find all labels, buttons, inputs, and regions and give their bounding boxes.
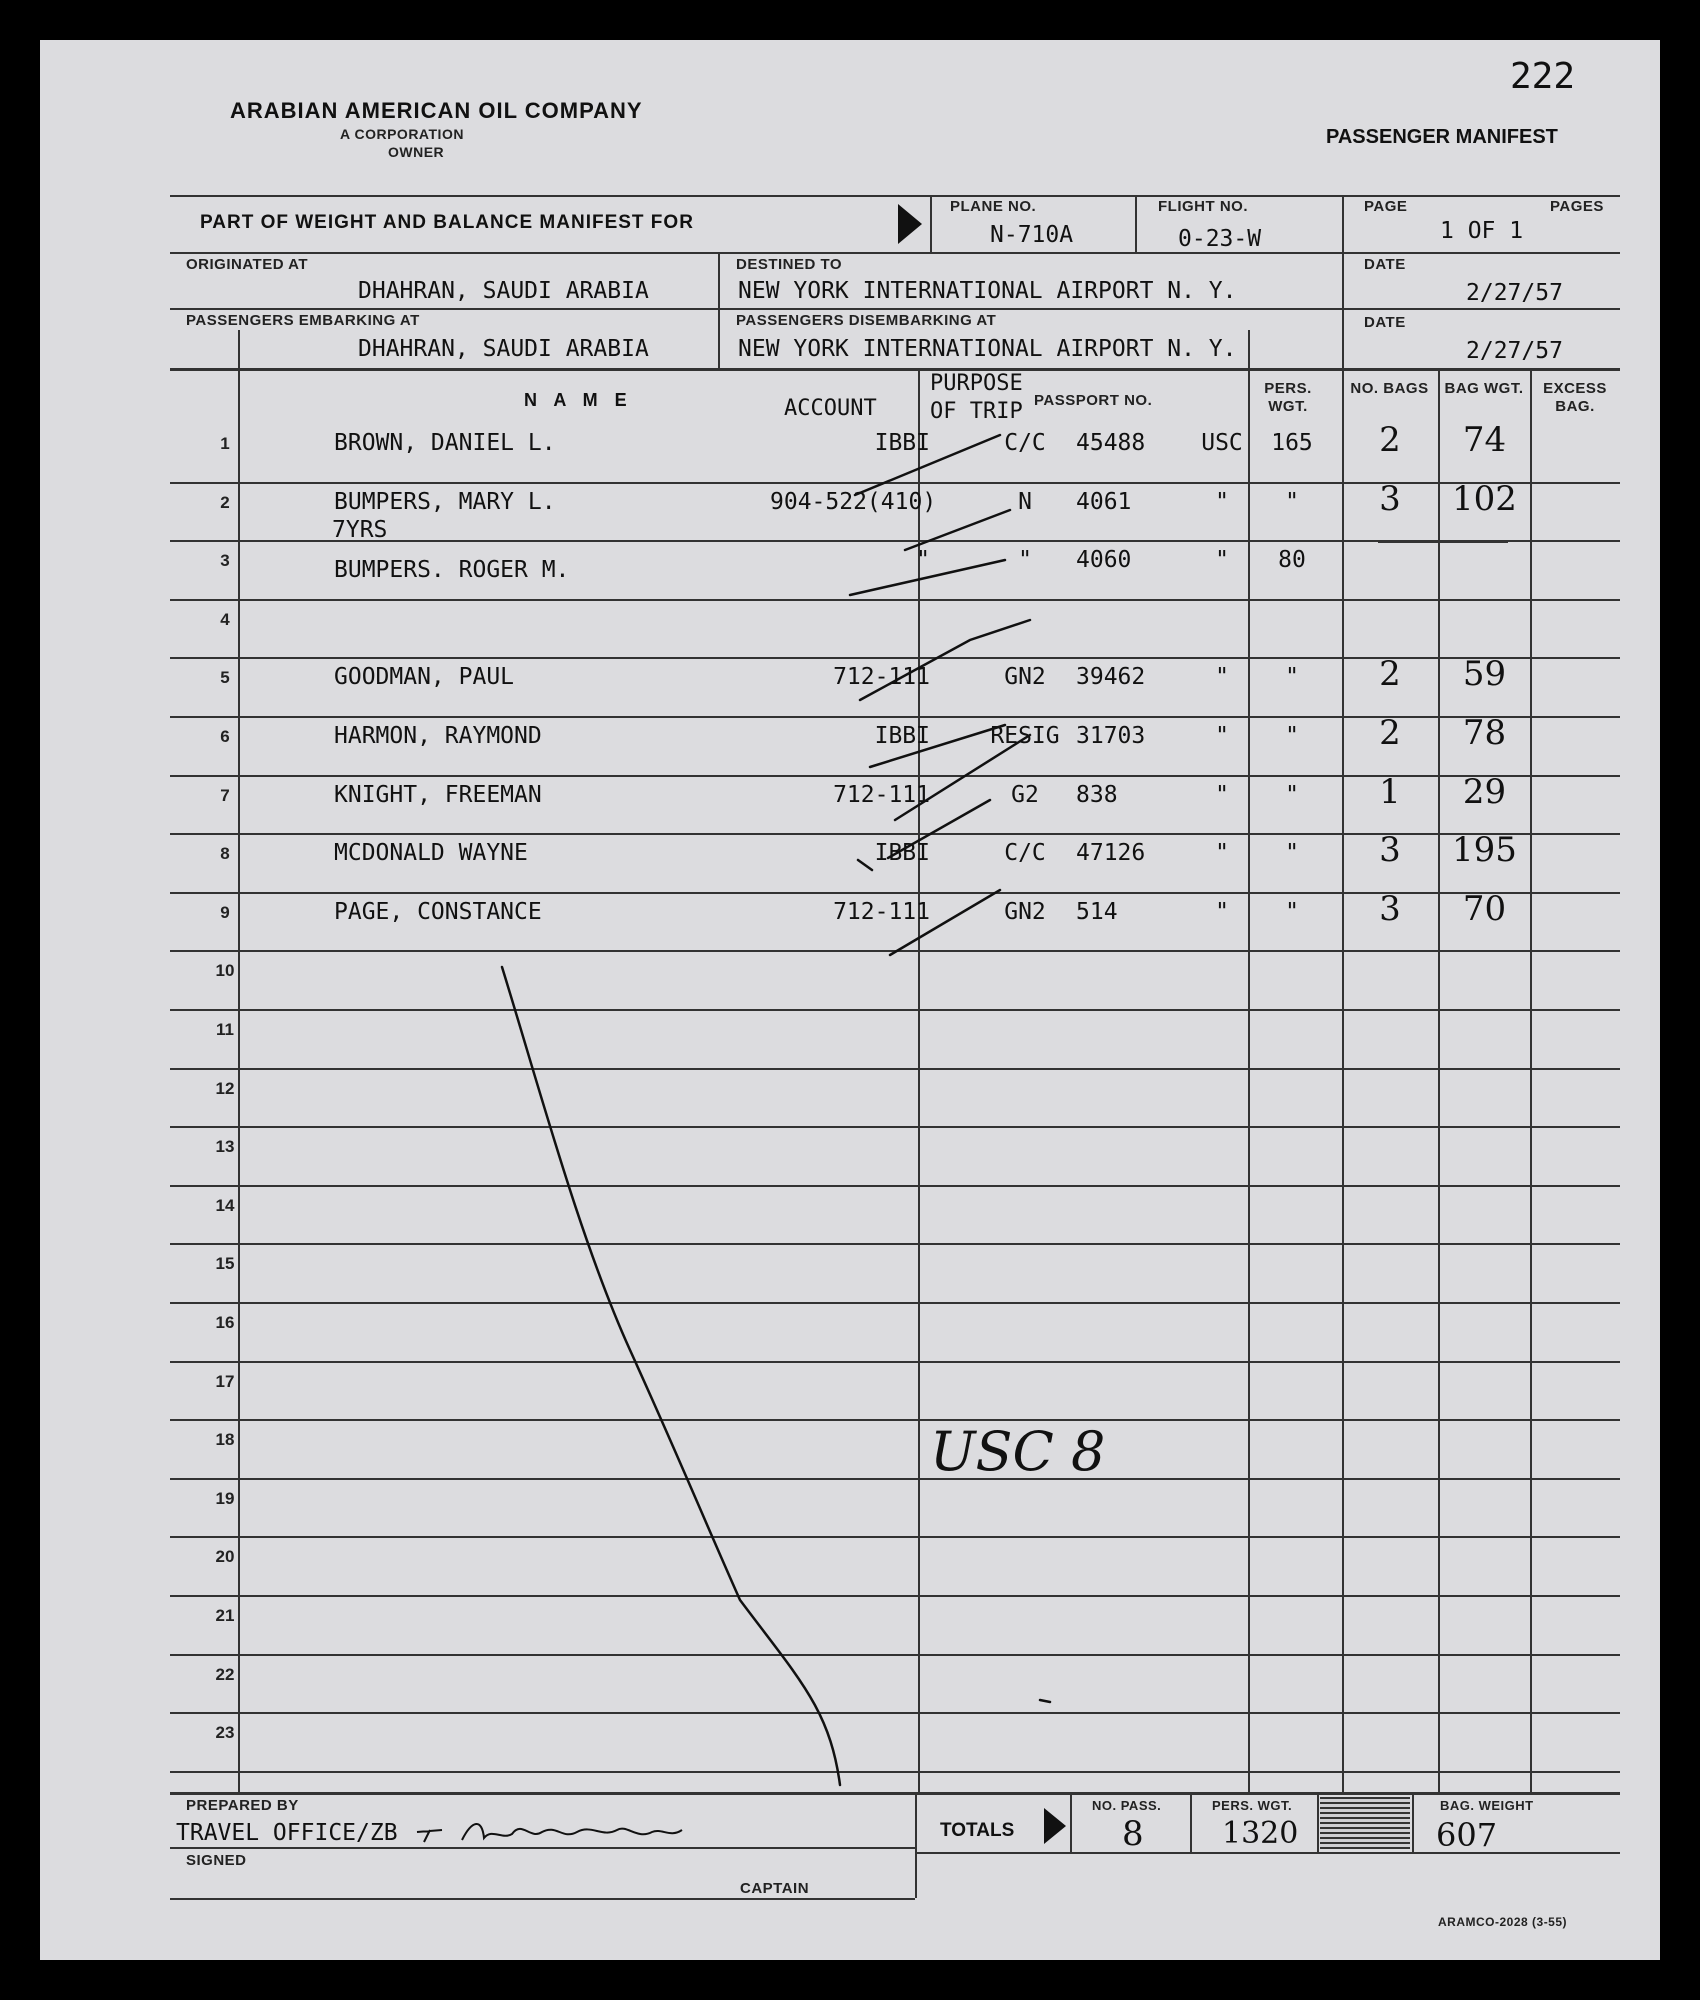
row-number: 23 (215, 1723, 235, 1742)
col-pers-wgt: PERS. WGT. (1264, 380, 1312, 415)
passenger-name: BUMPERS, MARY L. (334, 489, 556, 515)
flight-no: 0-23-W (1178, 226, 1262, 252)
row-number: 4 (220, 610, 230, 629)
pers-wgt: " (1285, 899, 1299, 925)
nationality: " (1215, 489, 1229, 515)
row-number: 15 (215, 1254, 235, 1273)
col-name: N A M E (524, 390, 633, 410)
passenger-name: GOODMAN, PAUL (334, 664, 515, 690)
company-line2: A CORPORATION (340, 126, 464, 142)
row-number: 8 (220, 844, 230, 863)
passenger-account: 712-111 (833, 782, 930, 808)
date-label-1: DATE (1364, 256, 1406, 273)
manifest-sheet (40, 40, 1660, 1960)
embark-label: PASSENGERS EMBARKING AT (186, 312, 420, 329)
handwritten-marks (40, 40, 1660, 1960)
pages-label: PAGES (1550, 198, 1604, 215)
originated-value: DHAHRAN, SAUDI ARABIA (358, 278, 649, 304)
passenger-account: 904-522(410) (770, 489, 937, 515)
no-bags: 3 (1379, 889, 1401, 929)
nationality: " (1215, 840, 1229, 866)
col-excess: EXCESS BAG. (1543, 380, 1607, 415)
passenger-name: PAGE, CONSTANCE (334, 899, 542, 925)
page-of: 1 OF 1 (1440, 218, 1524, 244)
captain-label: CAPTAIN (740, 1880, 810, 1897)
pers-wgt: " (1285, 723, 1299, 749)
passenger-name: BUMPERS. ROGER M. (334, 557, 570, 583)
passport-no: 45488 (1076, 430, 1146, 456)
row-number: 18 (215, 1430, 235, 1449)
row-number: 13 (215, 1137, 235, 1156)
shaded-cell (1320, 1797, 1410, 1849)
passport-no: 4060 (1076, 547, 1132, 573)
row-number: 1 (220, 434, 230, 453)
no-bags: 3 (1379, 830, 1401, 870)
nationality: " (1215, 899, 1229, 925)
plane-no: N-710A (990, 222, 1074, 248)
nationality: " (1215, 723, 1229, 749)
passport-no: 31703 (1076, 723, 1146, 749)
passenger-account: 712-111 (833, 664, 930, 690)
no-pass-value: 8 (1122, 1814, 1144, 1854)
page-label: PAGE (1364, 198, 1408, 215)
bag-wgt: 70 (1462, 889, 1507, 929)
trip-purpose: GN2 (1004, 899, 1046, 925)
col-passport: PASSPORT NO. (1034, 392, 1153, 409)
pers-wgt: " (1285, 489, 1299, 515)
passenger-account: IBBI (874, 723, 930, 749)
totals-arrow-icon (1044, 1808, 1066, 1844)
pers-wgt-total-label: PERS. WGT. (1212, 1798, 1293, 1813)
passenger-account: " (916, 547, 930, 573)
pers-wgt: 80 (1278, 547, 1306, 573)
trip-purpose: N (1018, 489, 1032, 515)
col-purpose: PURPOSE OF TRIP (930, 371, 1023, 424)
passenger-name: KNIGHT, FREEMAN (334, 782, 542, 808)
passport-no: 514 (1076, 899, 1118, 925)
nationality: " (1215, 782, 1229, 808)
form-title: PASSENGER MANIFEST (1326, 126, 1558, 148)
no-bags: 2 (1379, 420, 1401, 460)
company-name: ARABIAN AMERICAN OIL COMPANY (230, 98, 643, 123)
form-code: ARAMCO-2028 (3-55) (1438, 1915, 1568, 1929)
row-number: 5 (220, 668, 230, 687)
bag-wgt: 59 (1462, 654, 1507, 694)
destined-label: DESTINED TO (736, 256, 843, 273)
annotation-usc: USC 8 (930, 1420, 1106, 1483)
col-no-bags: NO. BAGS (1350, 380, 1429, 397)
flight-no-label: FLIGHT NO. (1158, 198, 1248, 215)
no-bags: 3 (1379, 479, 1401, 519)
col-account: ACCOUNT (784, 396, 877, 421)
nationality: " (1215, 664, 1229, 690)
passenger-account: 712-111 (833, 899, 930, 925)
disembark-label: PASSENGERS DISEMBARKING AT (736, 312, 997, 329)
row-number: 6 (220, 727, 230, 746)
pers-wgt: " (1285, 840, 1299, 866)
passport-no: 39462 (1076, 664, 1146, 690)
row-number: 17 (215, 1372, 235, 1391)
row-number: 22 (215, 1665, 235, 1684)
part-of-label: PART OF WEIGHT AND BALANCE MANIFEST FOR (200, 212, 694, 233)
date-label-2: DATE (1364, 314, 1406, 331)
originated-label: ORIGINATED AT (186, 256, 309, 273)
passenger-account: IBBI (874, 430, 930, 456)
bag-wgt: 195 (1452, 830, 1517, 870)
no-bags: 2 (1379, 713, 1401, 753)
date-value-2: 2/27/57 (1466, 338, 1563, 364)
destined-value: NEW YORK INTERNATIONAL AIRPORT N. Y. (738, 278, 1237, 304)
row-number: 20 (215, 1547, 235, 1566)
passport-no: 838 (1076, 782, 1118, 808)
row-number: 14 (215, 1196, 235, 1215)
no-bags: 2 (1379, 654, 1401, 694)
nationality: " (1215, 547, 1229, 573)
trip-purpose: C/C (1004, 840, 1046, 866)
signature (412, 1810, 692, 1846)
row-number: 19 (215, 1489, 235, 1508)
company-line3: OWNER (388, 144, 445, 160)
bag-wgt: 78 (1462, 713, 1507, 753)
disembark-value: NEW YORK INTERNATIONAL AIRPORT N. Y. (738, 336, 1237, 362)
row-number: 7 (220, 786, 230, 805)
bag-weight-label: BAG. WEIGHT (1440, 1798, 1534, 1813)
bag-wgt: 74 (1462, 420, 1507, 460)
row-number: 9 (220, 903, 230, 922)
embark-value: DHAHRAN, SAUDI ARABIA (358, 336, 649, 362)
plane-no-label: PLANE NO. (950, 198, 1037, 215)
trip-purpose: C/C (1004, 430, 1046, 456)
trip-purpose: RESIG (990, 723, 1060, 749)
nationality: USC (1201, 430, 1243, 456)
prepared-label: PREPARED BY (186, 1797, 299, 1814)
passenger-name: BROWN, DANIEL L. (334, 430, 556, 456)
passenger-name: HARMON, RAYMOND (334, 723, 542, 749)
page-number: 222 (1510, 56, 1576, 97)
passport-no: 47126 (1076, 840, 1146, 866)
passport-no: 4061 (1076, 489, 1132, 515)
row-number: 21 (215, 1606, 235, 1625)
prepared-value: TRAVEL OFFICE/ZB (176, 1820, 398, 1846)
row-number: 10 (215, 961, 235, 980)
row-number: 16 (215, 1313, 235, 1332)
pers-wgt-total-value: 1320 (1222, 1816, 1299, 1851)
pers-wgt: 165 (1271, 430, 1313, 456)
bag-wgt: 102 (1452, 479, 1517, 519)
trip-purpose: G2 (1011, 782, 1039, 808)
passenger-account: IBBI (874, 840, 930, 866)
row-number: 3 (220, 551, 230, 570)
pers-wgt: " (1285, 782, 1299, 808)
trip-purpose: " (1018, 547, 1032, 573)
row-number: 12 (215, 1079, 235, 1098)
row-number: 2 (220, 493, 230, 512)
pers-wgt: " (1285, 664, 1299, 690)
date-value-1: 2/27/57 (1466, 280, 1563, 306)
signed-label: SIGNED (186, 1852, 247, 1869)
row-number: 11 (216, 1020, 234, 1039)
trip-purpose: GN2 (1004, 664, 1046, 690)
totals-label: TOTALS (940, 1820, 1015, 1841)
passenger-name: MCDONALD WAYNE (334, 840, 528, 866)
row-note: 7YRS (332, 517, 388, 543)
bag-weight-value: 607 (1436, 1816, 1498, 1854)
col-bag-wgt: BAG WGT. (1444, 380, 1524, 397)
no-bags: 1 (1379, 772, 1401, 812)
no-pass-label: NO. PASS. (1092, 1798, 1162, 1813)
bag-wgt: 29 (1462, 772, 1507, 812)
